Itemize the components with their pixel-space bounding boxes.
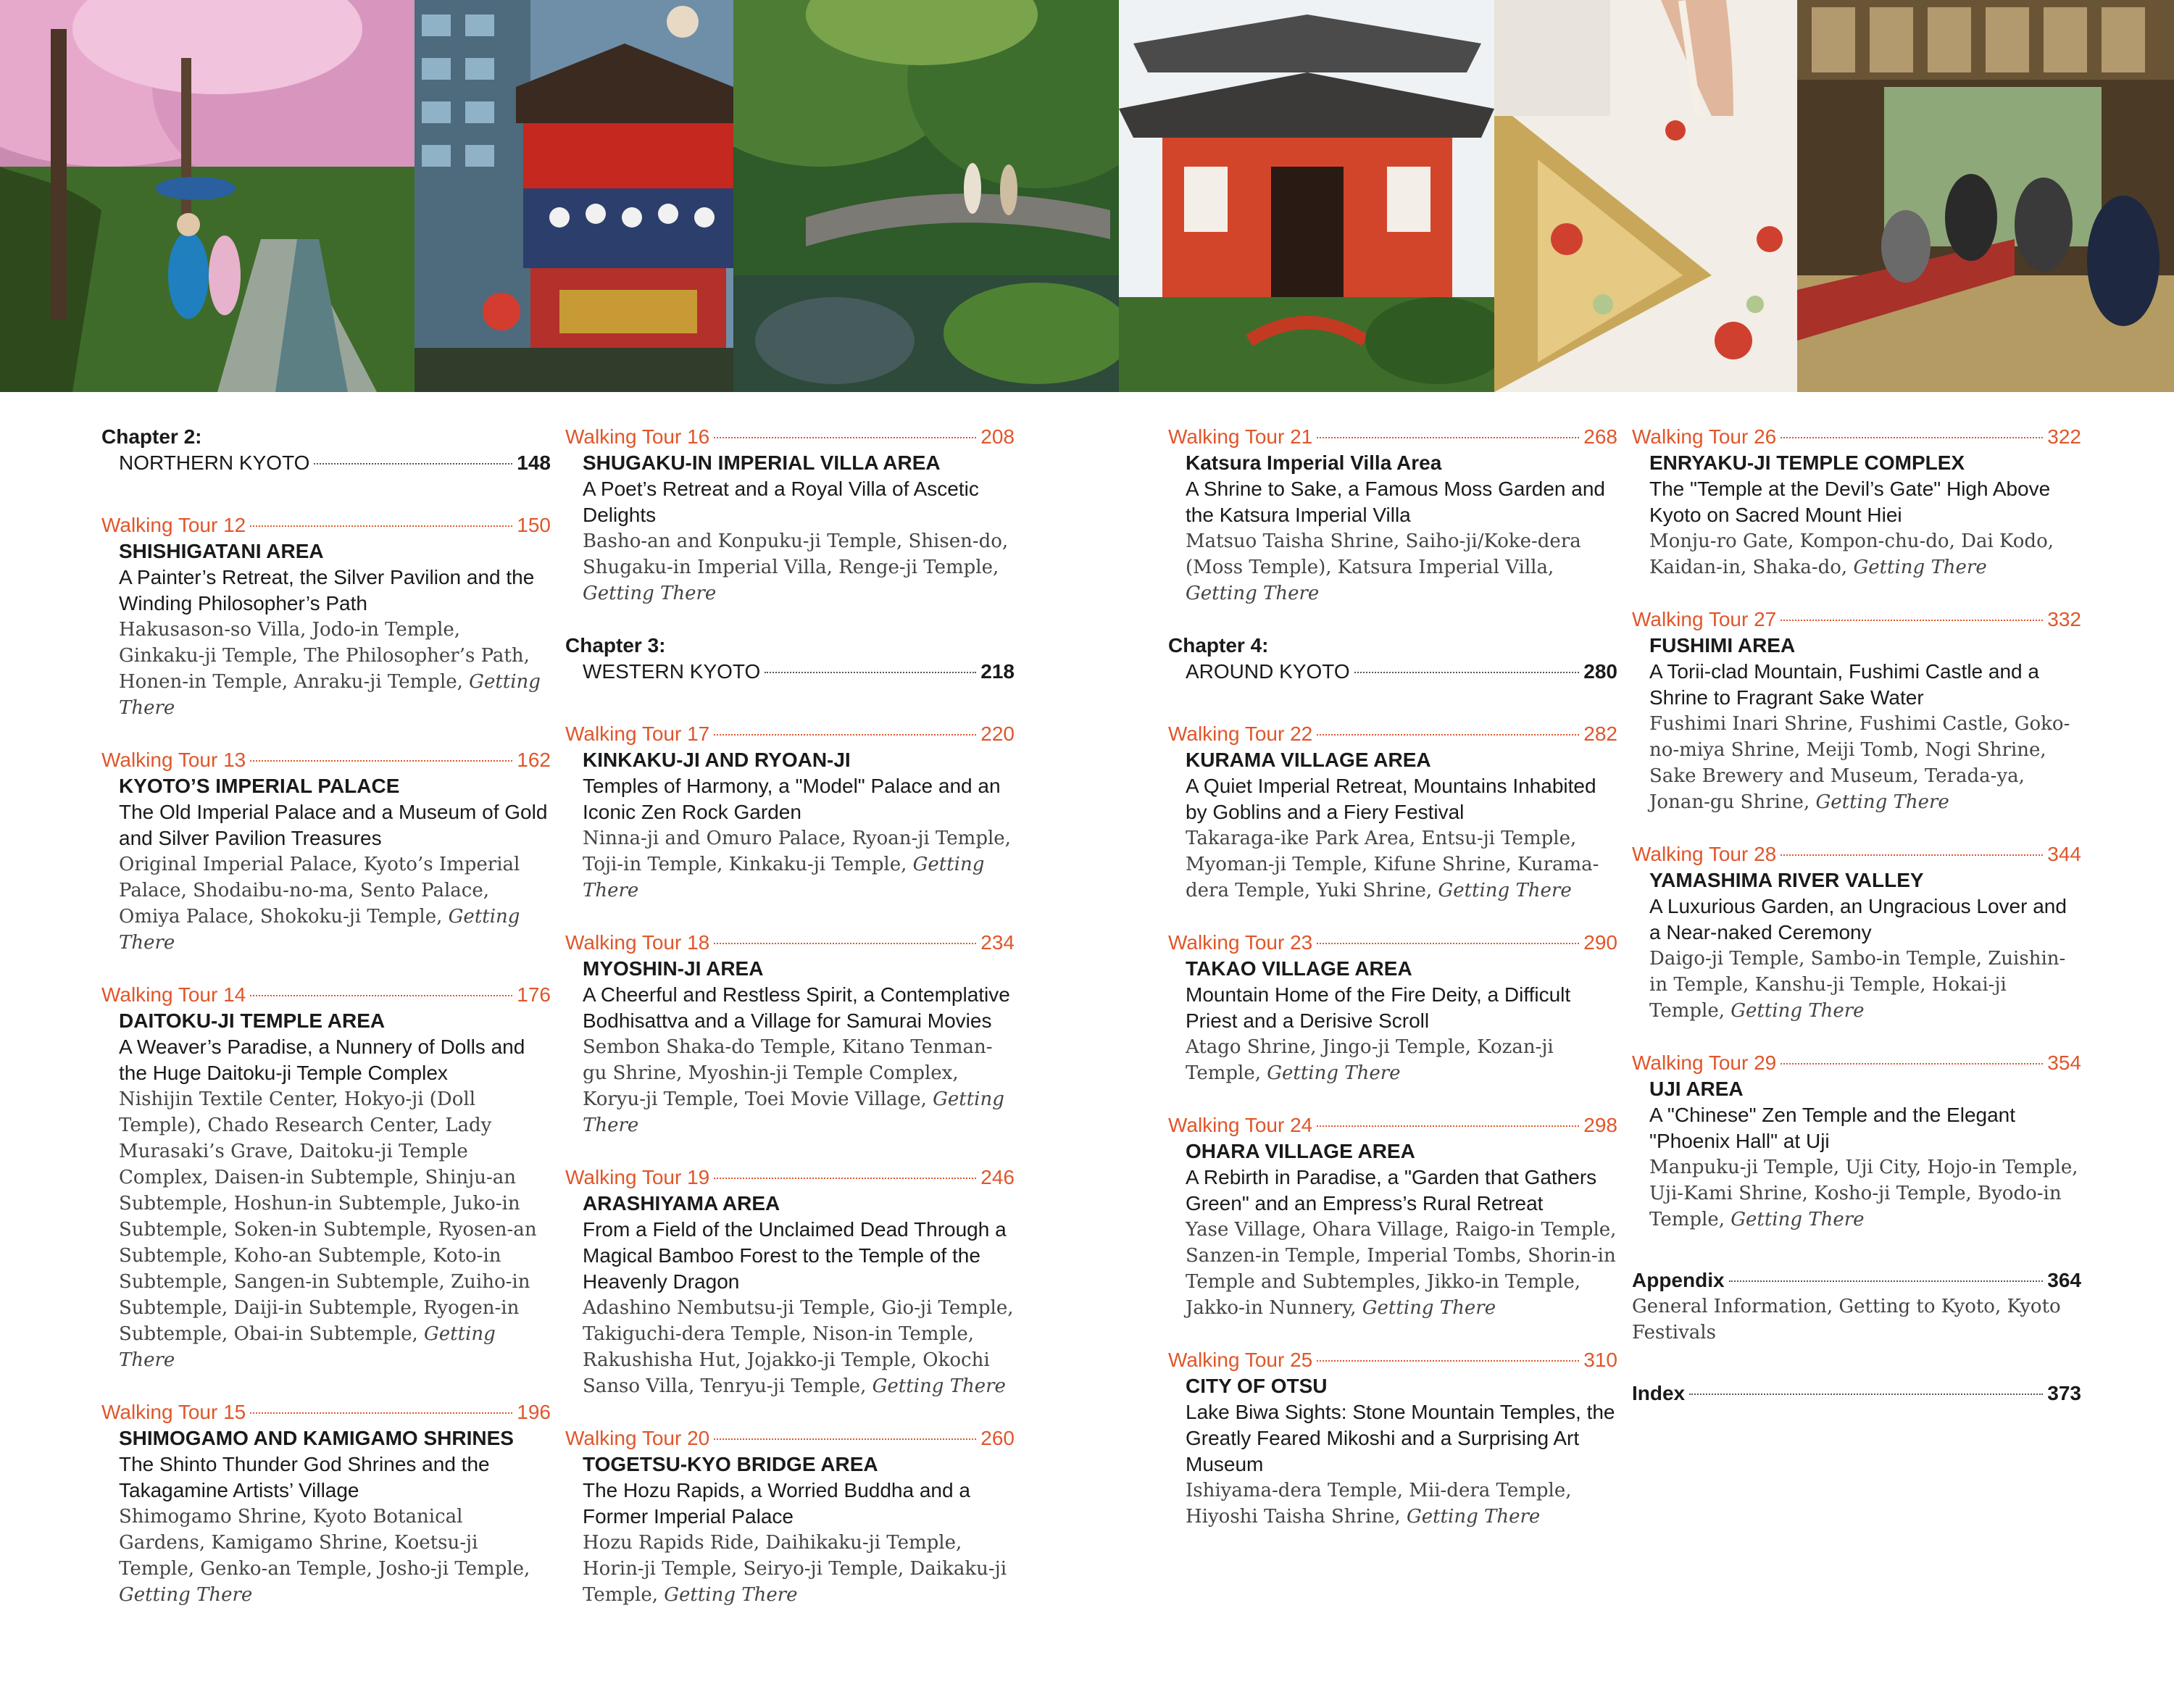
page-number: 260	[980, 1427, 1015, 1449]
leader-dots	[714, 1178, 976, 1179]
index-entry[interactable]	[1632, 1380, 2081, 1407]
walking-tour-22[interactable]	[1168, 721, 1617, 904]
getting-there: Getting There	[1731, 1209, 1865, 1230]
tour-sites: Atago Shrine, Jingo-ji Temple, Kozan-ji Temple, Getting There	[1186, 1036, 1554, 1084]
tour-label: Walking Tour 21	[1168, 425, 1313, 448]
tour-subtitle: A Weaver’s Paradise, a Nunnery of Dolls and the Huge Daitoku-ji Temple Complex	[119, 1036, 525, 1084]
appendix-sites: General Information, Getting to Kyoto, Kyoto Festivals	[1632, 1296, 2061, 1344]
leader-dots	[1317, 734, 1579, 736]
toc-column-4	[1632, 424, 2081, 1407]
getting-there: Getting There	[1438, 880, 1572, 901]
tour-subtitle: Temples of Harmony, a "Model" Palace and an Iconic Zen Rock Garden	[583, 775, 1001, 823]
tour-area: ENRYAKU-JI TEMPLE COMPLEX	[1649, 451, 1965, 474]
page-number: 234	[980, 931, 1015, 954]
tour-subtitle: Mountain Home of the Fire Deity, a Difficult Priest and a Derisive Scroll	[1186, 983, 1571, 1032]
tour-label: Walking Tour 15	[101, 1401, 246, 1423]
walking-tour-29[interactable]	[1632, 1050, 2081, 1233]
chapter-2-entry[interactable]	[101, 424, 551, 476]
page-number: 332	[2047, 608, 2081, 630]
tea-ceremony-photo	[1797, 0, 2174, 392]
getting-there: Getting There	[664, 1584, 798, 1606]
getting-there: Getting There	[583, 1088, 1004, 1136]
tour-area: SHISHIGATANI AREA	[119, 540, 324, 562]
getting-there: Getting There	[1853, 557, 1987, 578]
page-number: 298	[1583, 1114, 1617, 1136]
tour-sites: Daigo-ji Temple, Sambo-in Temple, Zuishin-in Temple, Kanshu-ji Temple, Hokai-ji Temple, Getting There	[1649, 948, 2066, 1022]
page-number: 354	[2047, 1051, 2081, 1074]
page-number: 220	[980, 722, 1015, 745]
getting-there: Getting There	[1731, 1000, 1865, 1022]
walking-tour-12[interactable]	[101, 512, 551, 721]
leader-dots	[250, 525, 512, 527]
page-number: 290	[1583, 931, 1617, 954]
page-number: 280	[1583, 660, 1617, 683]
tour-label: Walking Tour 13	[101, 749, 246, 771]
leader-dots	[250, 995, 512, 996]
tour-subtitle: A Shrine to Sake, a Famous Moss Garden and the Katsura Imperial Villa	[1186, 478, 1605, 526]
page-number: 373	[2047, 1382, 2081, 1404]
tour-label: Walking Tour 14	[101, 983, 246, 1006]
page-number: 162	[517, 749, 551, 771]
tour-label: Walking Tour 24	[1168, 1114, 1313, 1136]
tour-label: Walking Tour 20	[565, 1427, 710, 1449]
tour-sites: Ishiyama-dera Temple, Mii-dera Temple, Hiyoshi Taisha Shrine, Getting There	[1186, 1480, 1572, 1528]
tour-sites: Hakusason-so Villa, Jodo-in Temple, Ginkaku-ji Temple, The Philosopher’s Path, Honen-in Temple, Anraku-ji Temple, Getting There	[119, 619, 541, 719]
tour-area: TOGETSU-KYO BRIDGE AREA	[583, 1453, 878, 1475]
toc-column-3	[1168, 424, 1617, 1556]
walking-tour-21[interactable]	[1168, 424, 1617, 607]
getting-there: Getting There	[1815, 791, 1949, 813]
tour-sites: Sembon Shaka-do Temple, Kitano Tenman-gu Shrine, Myoshin-ji Temple Complex, Koryu-ji Temple, Toei Movie Village, Getting There	[583, 1036, 1004, 1136]
tour-area: SHIMOGAMO AND KAMIGAMO SHRINES	[119, 1427, 514, 1449]
walking-tour-15[interactable]	[101, 1399, 551, 1608]
tour-area: SHUGAKU-IN IMPERIAL VILLA AREA	[583, 451, 941, 474]
leader-dots	[314, 463, 512, 465]
walking-tour-13[interactable]	[101, 747, 551, 956]
leader-dots	[1689, 1394, 2043, 1395]
getting-there: Getting There	[1186, 583, 1320, 604]
getting-there: Getting There	[119, 1323, 496, 1371]
painted-fan-photo	[1494, 0, 1797, 392]
leader-dots	[1317, 1125, 1579, 1127]
walking-tour-28[interactable]	[1632, 841, 2081, 1024]
tour-area: MYOSHIN-JI AREA	[583, 957, 764, 980]
tour-area: Katsura Imperial Villa Area	[1186, 451, 1442, 474]
chapter-4-entry[interactable]	[1168, 633, 1617, 685]
page-number: 176	[517, 983, 551, 1006]
chapter-title: NORTHERN KYOTO	[119, 451, 310, 474]
leader-dots	[1781, 854, 2043, 856]
tour-label: Walking Tour 19	[565, 1166, 710, 1188]
leader-dots	[1317, 437, 1579, 438]
tour-subtitle: A Luxurious Garden, an Ungracious Lover and a Near-naked Ceremony	[1649, 895, 2067, 943]
tour-subtitle: From a Field of the Unclaimed Dead Through a Magical Bamboo Forest to the Temple of the Heavenly Dragon	[583, 1218, 1007, 1293]
garden-bridge-photo	[733, 0, 1119, 392]
chapter-label: Chapter 3:	[565, 634, 666, 657]
tour-sites: Hozu Rapids Ride, Daihikaku-ji Temple, Horin-ji Temple, Seiryo-ji Temple, Daikaku-ji Temple, Getting There	[583, 1532, 1007, 1606]
tour-sites: Fushimi Inari Shrine, Fushimi Castle, Goko-no-miya Shrine, Meiji Tomb, Nogi Shrine, Sake Brewery and Museum, Terada-ya, Jonan-gu Shrine, Getting There	[1649, 713, 2070, 813]
page-number: 218	[980, 660, 1015, 683]
tour-area: KYOTO’S IMPERIAL PALACE	[119, 775, 400, 797]
walking-tour-18[interactable]	[565, 930, 1015, 1138]
page-number: 322	[2047, 425, 2081, 448]
tour-sites: Matsuo Taisha Shrine, Saiho-ji/Koke-dera (Moss Temple), Katsura Imperial Villa, Getting There	[1186, 530, 1581, 604]
leader-dots	[714, 734, 976, 736]
chapter-label: Chapter 2:	[101, 425, 202, 448]
leader-dots	[714, 943, 976, 944]
getting-there: Getting There	[583, 854, 985, 901]
chapter-3-entry[interactable]	[565, 633, 1015, 685]
tour-subtitle: A Quiet Imperial Retreat, Mountains Inhabited by Goblins and a Fiery Festival	[1186, 775, 1596, 823]
leader-dots	[765, 672, 976, 673]
walking-tour-20[interactable]	[565, 1425, 1015, 1608]
tour-subtitle: The Shinto Thunder God Shrines and the Takagamine Artists’ Village	[119, 1453, 490, 1501]
tour-label: Walking Tour 28	[1632, 843, 1777, 865]
leader-dots	[714, 437, 976, 438]
page-number: 282	[1583, 722, 1617, 745]
tour-area: KINKAKU-JI AND RYOAN-JI	[583, 749, 851, 771]
leader-dots	[714, 1438, 976, 1440]
tour-area: DAITOKU-JI TEMPLE AREA	[119, 1009, 386, 1032]
page-number: 208	[980, 425, 1015, 448]
tour-subtitle: A "Chinese" Zen Temple and the Elegant "Phoenix Hall" at Uji	[1649, 1104, 2016, 1152]
page-number: 310	[1583, 1349, 1617, 1371]
tour-area: FUSHIMI AREA	[1649, 634, 1796, 657]
walking-tour-27[interactable]	[1632, 607, 2081, 815]
walking-tour-25[interactable]	[1168, 1347, 1617, 1530]
tour-sites: Manpuku-ji Temple, Uji City, Hojo-in Temple, Uji-Kami Shrine, Kosho-ji Temple, Byodo-in Temple, Getting There	[1649, 1157, 2078, 1230]
cherry-blossom-photo	[0, 0, 415, 392]
appendix-label: Appendix	[1632, 1269, 1725, 1291]
index-label: Index	[1632, 1382, 1686, 1404]
getting-there: Getting There	[1267, 1062, 1401, 1084]
getting-there: Getting There	[119, 1584, 253, 1606]
chapter-title: AROUND KYOTO	[1186, 660, 1350, 683]
tour-sites: Takaraga-ike Park Area, Entsu-ji Temple, Myoman-ji Temple, Kifune Shrine, Kurama-dera Temple, Yuki Shrine, Getting There	[1186, 828, 1599, 901]
page-number: 268	[1583, 425, 1617, 448]
leader-dots	[1317, 943, 1579, 944]
leader-dots	[1781, 1063, 2043, 1065]
walking-tour-26[interactable]	[1632, 424, 2081, 580]
tour-label: Walking Tour 22	[1168, 722, 1313, 745]
tour-subtitle: A Cheerful and Restless Spirit, a Contemplative Bodhisattva and a Village for Samurai Movies	[583, 983, 1010, 1032]
tour-label: Walking Tour 12	[101, 514, 246, 536]
tour-subtitle: A Painter’s Retreat, the Silver Pavilion and the Winding Philosopher’s Path	[119, 566, 535, 615]
tour-subtitle: The "Temple at the Devil’s Gate" High Above Kyoto on Sacred Mount Hiei	[1649, 478, 2051, 526]
tour-sites: Shimogamo Shrine, Kyoto Botanical Gardens, Kamigamo Shrine, Koetsu-ji Temple, Genko-an Temple, Josho-ji Temple, Getting There	[119, 1506, 530, 1606]
tour-label: Walking Tour 27	[1632, 608, 1777, 630]
tour-sites: Ninna-ji and Omuro Palace, Ryoan-ji Temple, Toji-in Temple, Kinkaku-ji Temple, Getting There	[583, 828, 1011, 901]
tour-label: Walking Tour 26	[1632, 425, 1777, 448]
getting-there: Getting There	[1406, 1506, 1541, 1528]
leader-dots	[1781, 437, 2043, 438]
page-number: 246	[980, 1166, 1015, 1188]
tour-subtitle: Lake Biwa Sights: Stone Mountain Temples, the Greatly Feared Mikoshi and a Surprising Art Museum	[1186, 1401, 1615, 1475]
leader-dots	[1317, 1360, 1579, 1362]
tour-area: ARASHIYAMA AREA	[583, 1192, 780, 1215]
getting-there: Getting There	[583, 583, 717, 604]
tour-area: OHARA VILLAGE AREA	[1186, 1140, 1415, 1162]
tour-sites: Original Imperial Palace, Kyoto’s Imperial Palace, Shodaibu-no-ma, Sento Palace, Omiya Palace, Shokoku-ji Temple, Getting There	[119, 854, 520, 954]
tour-subtitle: A Torii-clad Mountain, Fushimi Castle and a Shrine to Fragrant Sake Water	[1649, 660, 2039, 709]
leader-dots	[250, 760, 512, 762]
walking-tour-17[interactable]	[565, 721, 1015, 904]
tour-label: Walking Tour 23	[1168, 931, 1313, 954]
toc-column-2	[565, 424, 1015, 1634]
leader-dots	[250, 1412, 512, 1414]
walking-tour-16[interactable]	[565, 424, 1015, 607]
tour-subtitle: A Rebirth in Paradise, a "Garden that Gathers Green" and an Empress’s Rural Retreat	[1186, 1166, 1597, 1215]
chapter-label: Chapter 4:	[1168, 634, 1269, 657]
festival-float-photo	[415, 0, 733, 392]
tour-label: Walking Tour 29	[1632, 1051, 1777, 1074]
getting-there: Getting There	[1362, 1297, 1496, 1319]
tour-area: TAKAO VILLAGE AREA	[1186, 957, 1412, 980]
page-number: 344	[2047, 843, 2081, 865]
tour-subtitle: The Old Imperial Palace and a Museum of Gold and Silver Pavilion Treasures	[119, 801, 548, 849]
chapter-title: WESTERN KYOTO	[583, 660, 761, 683]
tour-sites: Nishijin Textile Center, Hokyo-ji (Doll Temple), Chado Research Center, Lady Murasaki’s Grave, Daitoku-ji Temple Complex, Daisen-in Subtemple, Shinju-an Subtemple, Hoshun-in Subtemple, Juko-in Subtemple, Soken-in Subtemple, Ryosen-an Subtemple, Koho-an Subtemple, Koto-in Subtemple, Sangen-in Subtemple, Zuiho-in Subtemple, Daiji-in Subtemple, Ryogen-in Subtemple, Obai-in Subtemple, Getting There	[119, 1088, 537, 1371]
tour-sites: Basho-an and Konpuku-ji Temple, Shisen-do, Shugaku-in Imperial Villa, Renge-ji Temple, Getting There	[583, 530, 1009, 604]
photo-strip	[0, 0, 2174, 392]
tour-area: YAMASHIMA RIVER VALLEY	[1649, 869, 1924, 891]
page-number: 196	[517, 1401, 551, 1423]
tour-area: KURAMA VILLAGE AREA	[1186, 749, 1431, 771]
walking-tour-14[interactable]	[101, 982, 551, 1373]
walking-tour-23[interactable]	[1168, 930, 1617, 1086]
tour-label: Walking Tour 25	[1168, 1349, 1313, 1371]
getting-there: Getting There	[119, 906, 520, 954]
appendix-entry[interactable]	[1632, 1267, 2081, 1346]
toc-column-1	[101, 424, 551, 1634]
leader-dots	[1729, 1280, 2044, 1282]
red-shrine-gate-photo	[1119, 0, 1494, 392]
tour-label: Walking Tour 18	[565, 931, 710, 954]
tour-label: Walking Tour 16	[565, 425, 710, 448]
tour-sites: Monju-ro Gate, Kompon-chu-do, Dai Kodo, Kaidan-in, Shaka-do, Getting There	[1649, 530, 2054, 578]
page-number: 150	[517, 514, 551, 536]
tour-area: CITY OF OTSU	[1186, 1375, 1328, 1397]
walking-tour-24[interactable]	[1168, 1112, 1617, 1321]
walking-tour-19[interactable]	[565, 1165, 1015, 1399]
getting-there: Getting There	[872, 1375, 1006, 1397]
tour-sites: Yase Village, Ohara Village, Raigo-in Temple, Sanzen-in Temple, Imperial Tombs, Shorin-in Temple and Subtemples, Jikko-in Temple, Jakko-in Nunnery, Getting There	[1186, 1219, 1617, 1319]
leader-dots	[1781, 620, 2043, 621]
tour-area: UJI AREA	[1649, 1078, 1744, 1100]
page-number: 364	[2047, 1269, 2081, 1291]
tour-subtitle: A Poet’s Retreat and a Royal Villa of Ascetic Delights	[583, 478, 979, 526]
tour-sites: Adashino Nembutsu-ji Temple, Gio-ji Temple, Takiguchi-dera Temple, Nison-in Temple, Rakushisha Hut, Jojakko-ji Temple, Okochi Sanso Villa, Tenryu-ji Temple, Getting There	[583, 1297, 1014, 1397]
tour-label: Walking Tour 17	[565, 722, 710, 745]
page-number: 148	[517, 451, 551, 474]
leader-dots	[1354, 672, 1580, 673]
getting-there: Getting There	[119, 671, 541, 719]
tour-subtitle: The Hozu Rapids, a Worried Buddha and a Former Imperial Palace	[583, 1479, 970, 1528]
